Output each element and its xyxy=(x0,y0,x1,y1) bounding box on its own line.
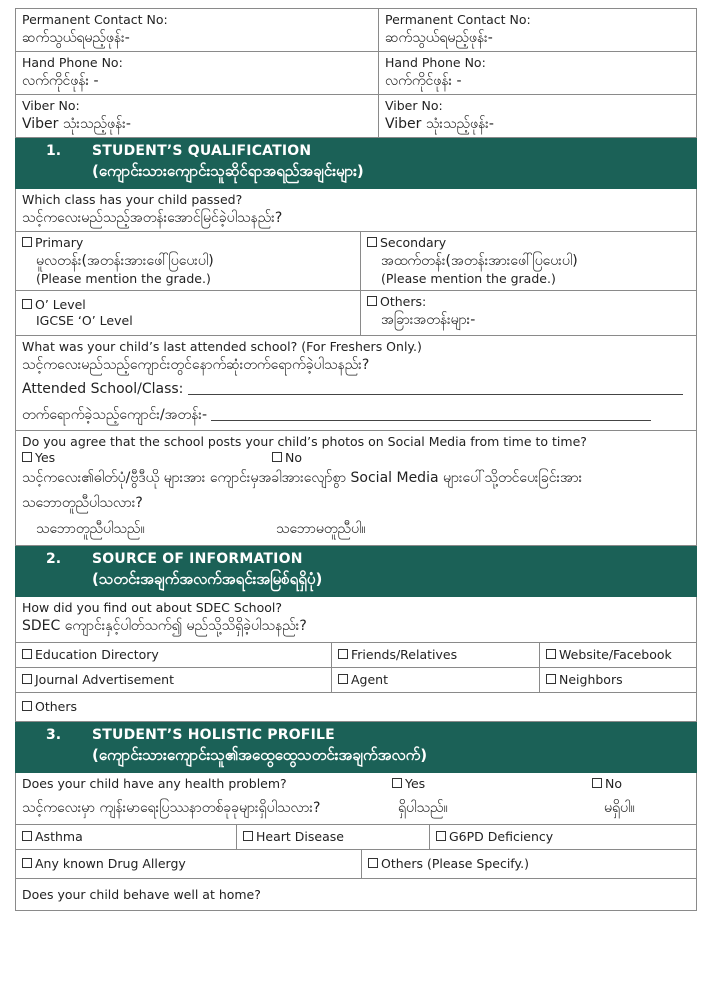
photo-consent-mm-options xyxy=(22,519,690,539)
section-1-title: STUDENT’S QUALIFICATION xyxy=(92,143,312,159)
olevel-checkbox[interactable]: O’ Level xyxy=(22,297,354,313)
source-label-mm: SDEC ကျောင်းနှင့်ပါတ်သက်၍ မည်သို့သိရှိခဲ့ပါသနည်း? xyxy=(22,618,307,634)
allergy-row xyxy=(15,850,697,879)
source-question xyxy=(15,597,697,643)
class-options-row-1 xyxy=(15,232,697,291)
section-3-title-mm: (ကျောင်းသားကျောင်းသူ၏အထွေထွေသတင်းအချက်အလက်) xyxy=(92,746,428,764)
contact-cell-right[interactable] xyxy=(378,95,696,137)
contact-cell-right[interactable] xyxy=(378,9,696,51)
health-no-mm[interactable]: မရှိပါ။ xyxy=(604,800,635,816)
health-question-line-mm xyxy=(22,798,690,818)
source-education-directory[interactable]: Education Directory xyxy=(16,643,331,667)
photo-consent-question xyxy=(15,431,697,546)
permanent-contact-label: Permanent Contact No: xyxy=(385,12,531,27)
source-options-row-2 xyxy=(15,668,697,693)
source-friends-relatives[interactable]: Friends/Relatives xyxy=(331,643,539,667)
source-journal-advertisement[interactable]: Journal Advertisement xyxy=(16,668,331,692)
section-1-header xyxy=(15,138,697,189)
photo-consent-label-mm-1: သင့်ကလေး၏ဓါတ်ပုံ/ဗွီဒီယို များအား ကျောင်းမှအခါအားလျော်စွာ Social Media များပေါ်သို့တင်ပေးခြင်းအား xyxy=(22,470,583,486)
source-label: How did you find out about SDEC School? xyxy=(22,600,282,615)
section-3-header xyxy=(15,722,697,773)
health-label-mm: သင့်ကလေးမှာ ကျန်းမာရေးပြဿနာတစ်ခုခုများရှိပါသလား? xyxy=(22,800,321,816)
health-no[interactable]: No xyxy=(592,776,622,792)
photo-consent-no[interactable]: No xyxy=(272,450,302,466)
section-2-title-mm: (သတင်းအချက်အလက်အရင်းအမြစ်ရရှိပုံ) xyxy=(92,570,323,588)
photo-disagree-mm[interactable]: သဘောမတူညီပါ။ xyxy=(276,521,366,537)
attended-school-line[interactable] xyxy=(188,394,683,395)
attended-school-label-mm: တက်ရောက်ခဲ့သည့်ကျောင်း/အတန်း- xyxy=(22,407,208,423)
primary-checkbox[interactable]: Primary xyxy=(22,235,354,251)
photo-consent-yes[interactable]: Yes xyxy=(22,450,272,466)
primary-label-mm: မူလတန်း(အတန်းအားဖေါ်ပြပေးပါ) xyxy=(36,253,214,269)
hand-phone-label: Hand Phone No: xyxy=(22,55,123,70)
attended-school-label: Attended School/Class: xyxy=(22,381,184,397)
hand-phone-label: Hand Phone No: xyxy=(385,55,486,70)
viber-label: Viber No: xyxy=(22,98,80,113)
permanent-contact-label: Permanent Contact No: xyxy=(22,12,168,27)
contact-cell-left[interactable] xyxy=(16,9,378,51)
class-passed-question xyxy=(15,189,697,232)
source-options-row-3 xyxy=(15,693,697,722)
secondary-checkbox[interactable]: Secondary xyxy=(367,235,690,251)
others-specify-checkbox[interactable]: Others (Please Specify.) xyxy=(361,850,696,878)
conditions-row xyxy=(15,825,697,850)
hand-phone-label-mm: လက်ကိုင်ဖုန်း - xyxy=(385,73,462,89)
condition-asthma[interactable]: Asthma xyxy=(16,825,236,849)
photo-agree-mm[interactable]: သဘောတူညီပါသည်။ xyxy=(36,521,145,537)
source-neighbors[interactable]: Neighbors xyxy=(539,668,696,692)
source-options-row-1 xyxy=(15,643,697,668)
last-school-question xyxy=(15,336,697,431)
application-form xyxy=(15,8,697,911)
last-school-label: What was your child’s last attended school? (For Freshers Only.) xyxy=(22,339,422,354)
source-website-facebook[interactable]: Website/Facebook xyxy=(539,643,696,667)
class-options-row-2 xyxy=(15,291,697,336)
attended-school-mm-line[interactable] xyxy=(211,420,651,421)
others-option[interactable] xyxy=(360,291,696,335)
viber-label: Viber No: xyxy=(385,98,443,113)
attended-school-field[interactable] xyxy=(22,381,690,397)
viber-label-mm: Viber သုံးသည့်ဖုန်း- xyxy=(22,116,131,132)
photo-consent-options xyxy=(22,450,690,466)
drug-allergy-checkbox[interactable]: Any known Drug Allergy xyxy=(16,850,361,878)
health-question-line xyxy=(22,776,690,792)
behaviour-label: Does your child behave well at home? xyxy=(22,887,261,902)
viber-label-mm: Viber သုံးသည့်ဖုန်း- xyxy=(385,116,494,132)
primary-note: (Please mention the grade.) xyxy=(36,271,211,286)
contact-row-handphone xyxy=(15,52,697,95)
attended-school-mm-field[interactable] xyxy=(22,405,690,425)
contact-row-viber xyxy=(15,95,697,138)
section-2-number: 2. xyxy=(46,551,62,567)
photo-consent-label-mm-2: သဘောတူညီပါသလား? xyxy=(22,495,143,511)
source-others[interactable]: Others xyxy=(16,693,696,721)
section-1-title-mm: (ကျောင်းသားကျောင်းသူဆိုင်ရာအရည်အချင်းများ) xyxy=(92,162,364,180)
contact-cell-left[interactable] xyxy=(16,95,378,137)
others-label-mm: အခြားအတန်းများ- xyxy=(381,312,476,328)
health-yes[interactable]: Yes xyxy=(392,776,592,792)
last-school-label-mm: သင့်ကလေးမည်သည့်ကျောင်းတွင်နောက်ဆုံးတက်ရောက်ခဲ့ပါသနည်း? xyxy=(22,357,370,373)
primary-option[interactable] xyxy=(16,232,360,290)
class-passed-label-mm: သင့်ကလေးမည်သည့်အတန်းအောင်မြင်ခဲ့ပါသနည်း? xyxy=(22,210,283,226)
section-1-number: 1. xyxy=(46,143,62,159)
permanent-contact-label-mm: ဆက်သွယ်ရမည့်ဖုန်း- xyxy=(22,30,130,46)
contact-row-permanent xyxy=(15,8,697,52)
section-2-header xyxy=(15,546,697,597)
class-passed-label: Which class has your child passed? xyxy=(22,192,243,207)
contact-cell-left[interactable] xyxy=(16,52,378,94)
photo-consent-label: Do you agree that the school posts your child’s photos on Social Media from time to time? xyxy=(22,434,587,449)
olevel-sub: IGCSE ‘O’ Level xyxy=(36,313,133,328)
health-yes-mm[interactable]: ရှိပါသည်။ xyxy=(398,800,448,816)
condition-heart-disease[interactable]: Heart Disease xyxy=(236,825,429,849)
health-question xyxy=(15,773,697,825)
health-label: Does your child have any health problem? xyxy=(22,776,287,791)
secondary-label-mm: အထက်တန်း(အတန်းအားဖေါ်ပြပေးပါ) xyxy=(381,253,578,269)
secondary-note: (Please mention the grade.) xyxy=(381,271,556,286)
permanent-contact-label-mm: ဆက်သွယ်ရမည့်ဖုန်း- xyxy=(385,30,493,46)
condition-g6pd[interactable]: G6PD Deficiency xyxy=(429,825,696,849)
hand-phone-label-mm: လက်ကိုင်ဖုန်း - xyxy=(22,73,99,89)
source-agent[interactable]: Agent xyxy=(331,668,539,692)
section-3-title: STUDENT’S HOLISTIC PROFILE xyxy=(92,727,335,743)
behaviour-row xyxy=(15,879,697,911)
contact-cell-right[interactable] xyxy=(378,52,696,94)
others-checkbox[interactable]: Others: xyxy=(367,294,690,310)
secondary-option[interactable] xyxy=(360,232,696,290)
olevel-option[interactable] xyxy=(16,291,360,335)
section-3-number: 3. xyxy=(46,727,62,743)
section-2-title: SOURCE OF INFORMATION xyxy=(92,551,303,567)
